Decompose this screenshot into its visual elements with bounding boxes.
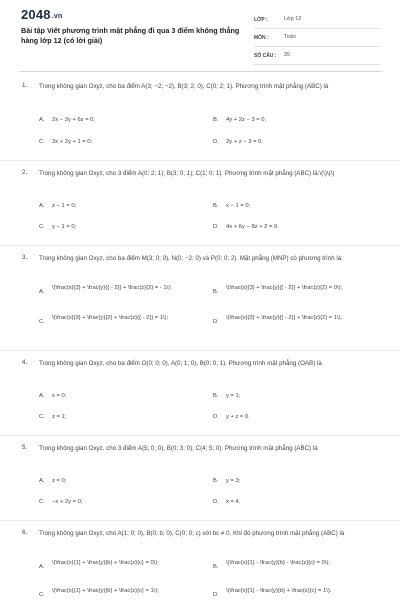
meta-row-grade xyxy=(254,14,380,29)
meta-value: Toán xyxy=(284,34,296,40)
page-title: Bài tập Viết phương trình mặt phẳng đi qua 3 điểm không thẳng hàng lớp 12 (có lời giải) xyxy=(21,26,240,45)
meta-row-subject xyxy=(254,32,380,47)
option-letter: C. xyxy=(39,414,45,420)
option-text: 4x + 6y − 8z + 2 = 0. xyxy=(226,224,279,230)
option-text: \(\frac{x}{1} - \frac{y}{b} - \frac{z}{c} = 0\); xyxy=(226,560,330,566)
option-letter: A. xyxy=(39,564,45,570)
option-letter: D. xyxy=(213,319,219,325)
option-text: 3x + 2y + 1 = 0; xyxy=(52,139,93,145)
question-number: 4. xyxy=(22,359,28,366)
option-letter: B. xyxy=(213,564,219,570)
site-logo[interactable] xyxy=(21,7,62,22)
option-text: \(\frac{x}{3} + \frac{y}{2} + \frac{z}{{ - 2}} = 1\); xyxy=(52,315,169,321)
meta-label: SỐ CÂU : xyxy=(254,53,277,59)
option-text: −x + 2y = 0; xyxy=(52,499,83,505)
question-number: 3. xyxy=(22,254,28,261)
option-letter: D. xyxy=(213,414,219,420)
meta-label: LỚP : xyxy=(254,17,268,23)
meta-label: MÔN : xyxy=(254,35,269,41)
option-letter: D. xyxy=(213,499,219,505)
logo-text: 2048 xyxy=(21,7,51,22)
meta-value: Lớp 12 xyxy=(284,16,302,22)
meta-row-question-count xyxy=(254,50,380,65)
option-text: z = 1; xyxy=(52,414,67,420)
option-text: \(\frac{x}{3} + \frac{y}{{ - 2}} + \frac{z}{2} = - 1\); xyxy=(52,285,172,291)
option-letter: A. xyxy=(39,203,45,209)
document-meta xyxy=(254,14,380,68)
meta-value: 25 xyxy=(284,52,291,58)
option-text: y = 1; xyxy=(226,393,241,399)
question-text: Trong không gian Oxyz, cho A(1; 0; 0), B(0; b; 0), C(0; 0; c) với bc ≠ 0. Khi đó phương trình mặt phẳng (ABC) là xyxy=(39,530,345,537)
option-letter: D. xyxy=(213,224,219,230)
option-letter: D. xyxy=(213,139,219,145)
question-6 xyxy=(0,521,400,605)
option-letter: C. xyxy=(39,319,45,325)
option-text: x = 4. xyxy=(226,499,241,505)
question-list xyxy=(0,74,400,605)
question-text: Trong không gian Oxyz, cho ba điểm O(0; 0; 0), A(0; 1; 0), B(0; 0; 1). Phương trình mặt phẳng (OAB) là xyxy=(39,360,322,367)
question-number: 2. xyxy=(22,169,28,176)
document-header xyxy=(0,0,400,72)
question-3 xyxy=(0,246,400,351)
option-text: \(\frac{x}{1} + \frac{y}{b} + \frac{z}{c} = 0\); xyxy=(52,560,159,566)
question-text: Trong không gian Oxyz, cho ba điểm A(3; −2; −2), B(3; 2; 0), C(0; 2; 1). Phương trình mặt phẳng (ABC) là xyxy=(39,83,329,90)
option-text: \(\frac{x}{1} - \frac{y}{b} + \frac{z}{c} = 1\). xyxy=(226,588,332,594)
option-text: 2x − 3y + 6z = 0; xyxy=(52,117,96,123)
option-letter: A. xyxy=(39,478,45,484)
option-letter: B. xyxy=(213,393,219,399)
question-4 xyxy=(0,351,400,436)
option-text: \(\frac{x}{3} + \frac{y}{{ - 2}} + \frac{z}{2} = 0\); xyxy=(226,285,343,291)
option-letter: D. xyxy=(213,592,219,598)
logo-tld: .vn xyxy=(51,13,63,20)
option-letter: C. xyxy=(39,224,45,230)
option-letter: B. xyxy=(213,203,219,209)
option-text: y − 1 = 0; xyxy=(52,224,77,230)
option-letter: C. xyxy=(39,592,45,598)
question-number: 1. xyxy=(22,82,28,89)
question-text: Trong không gian Oxyz, cho 3 điểm A(5; 0; 0), B(0; 3; 0), C(4; 5; 0). Phương trình mặt phẳng (ABC) là xyxy=(39,445,318,452)
question-text: Trong không gian Oxyz, cho 3 điểm A(0; 2; 1); B(3; 0; 1); C(1; 0; 1). Phương trình mặt phẳng (ABC) là:\(\)\(\) xyxy=(39,170,335,177)
option-letter: A. xyxy=(39,289,45,295)
question-1 xyxy=(0,74,400,161)
option-text: \(\frac{x}{1} + \frac{y}{b} + \frac{z}{c} = 1\); xyxy=(52,588,159,594)
question-text: Trong không gian Oxyz, cho ba điểm M(3; 0; 0), N(0; −2; 0) và P(0; 0; 2). Mặt phẳng (MNP) có phương trình là: xyxy=(39,255,343,262)
question-2 xyxy=(0,161,400,246)
question-5 xyxy=(0,436,400,521)
option-text: x − 1 = 0; xyxy=(226,203,251,209)
option-letter: B. xyxy=(213,117,219,123)
option-letter: B. xyxy=(213,289,219,295)
option-text: \(\frac{x}{3} + \frac{y}{{ - 2}} + \frac{z}{2} = 1\). xyxy=(226,315,343,321)
option-text: y = 3; xyxy=(226,478,241,484)
option-text: y + z = 0. xyxy=(226,414,250,420)
option-letter: A. xyxy=(39,117,45,123)
option-text: 4y + 2z − 3 = 0; xyxy=(226,117,267,123)
option-letter: B. xyxy=(213,478,219,484)
option-text: x = 0; xyxy=(52,393,67,399)
header-divider xyxy=(19,71,383,72)
option-letter: C. xyxy=(39,499,45,505)
option-letter: A. xyxy=(39,393,45,399)
option-text: z = 0; xyxy=(52,478,67,484)
option-letter: C. xyxy=(39,139,45,145)
question-number: 6. xyxy=(22,529,28,536)
option-text: z − 1 = 0; xyxy=(52,203,77,209)
question-number: 5. xyxy=(22,444,28,451)
option-text: 2y + z − 3 = 0. xyxy=(226,139,263,145)
